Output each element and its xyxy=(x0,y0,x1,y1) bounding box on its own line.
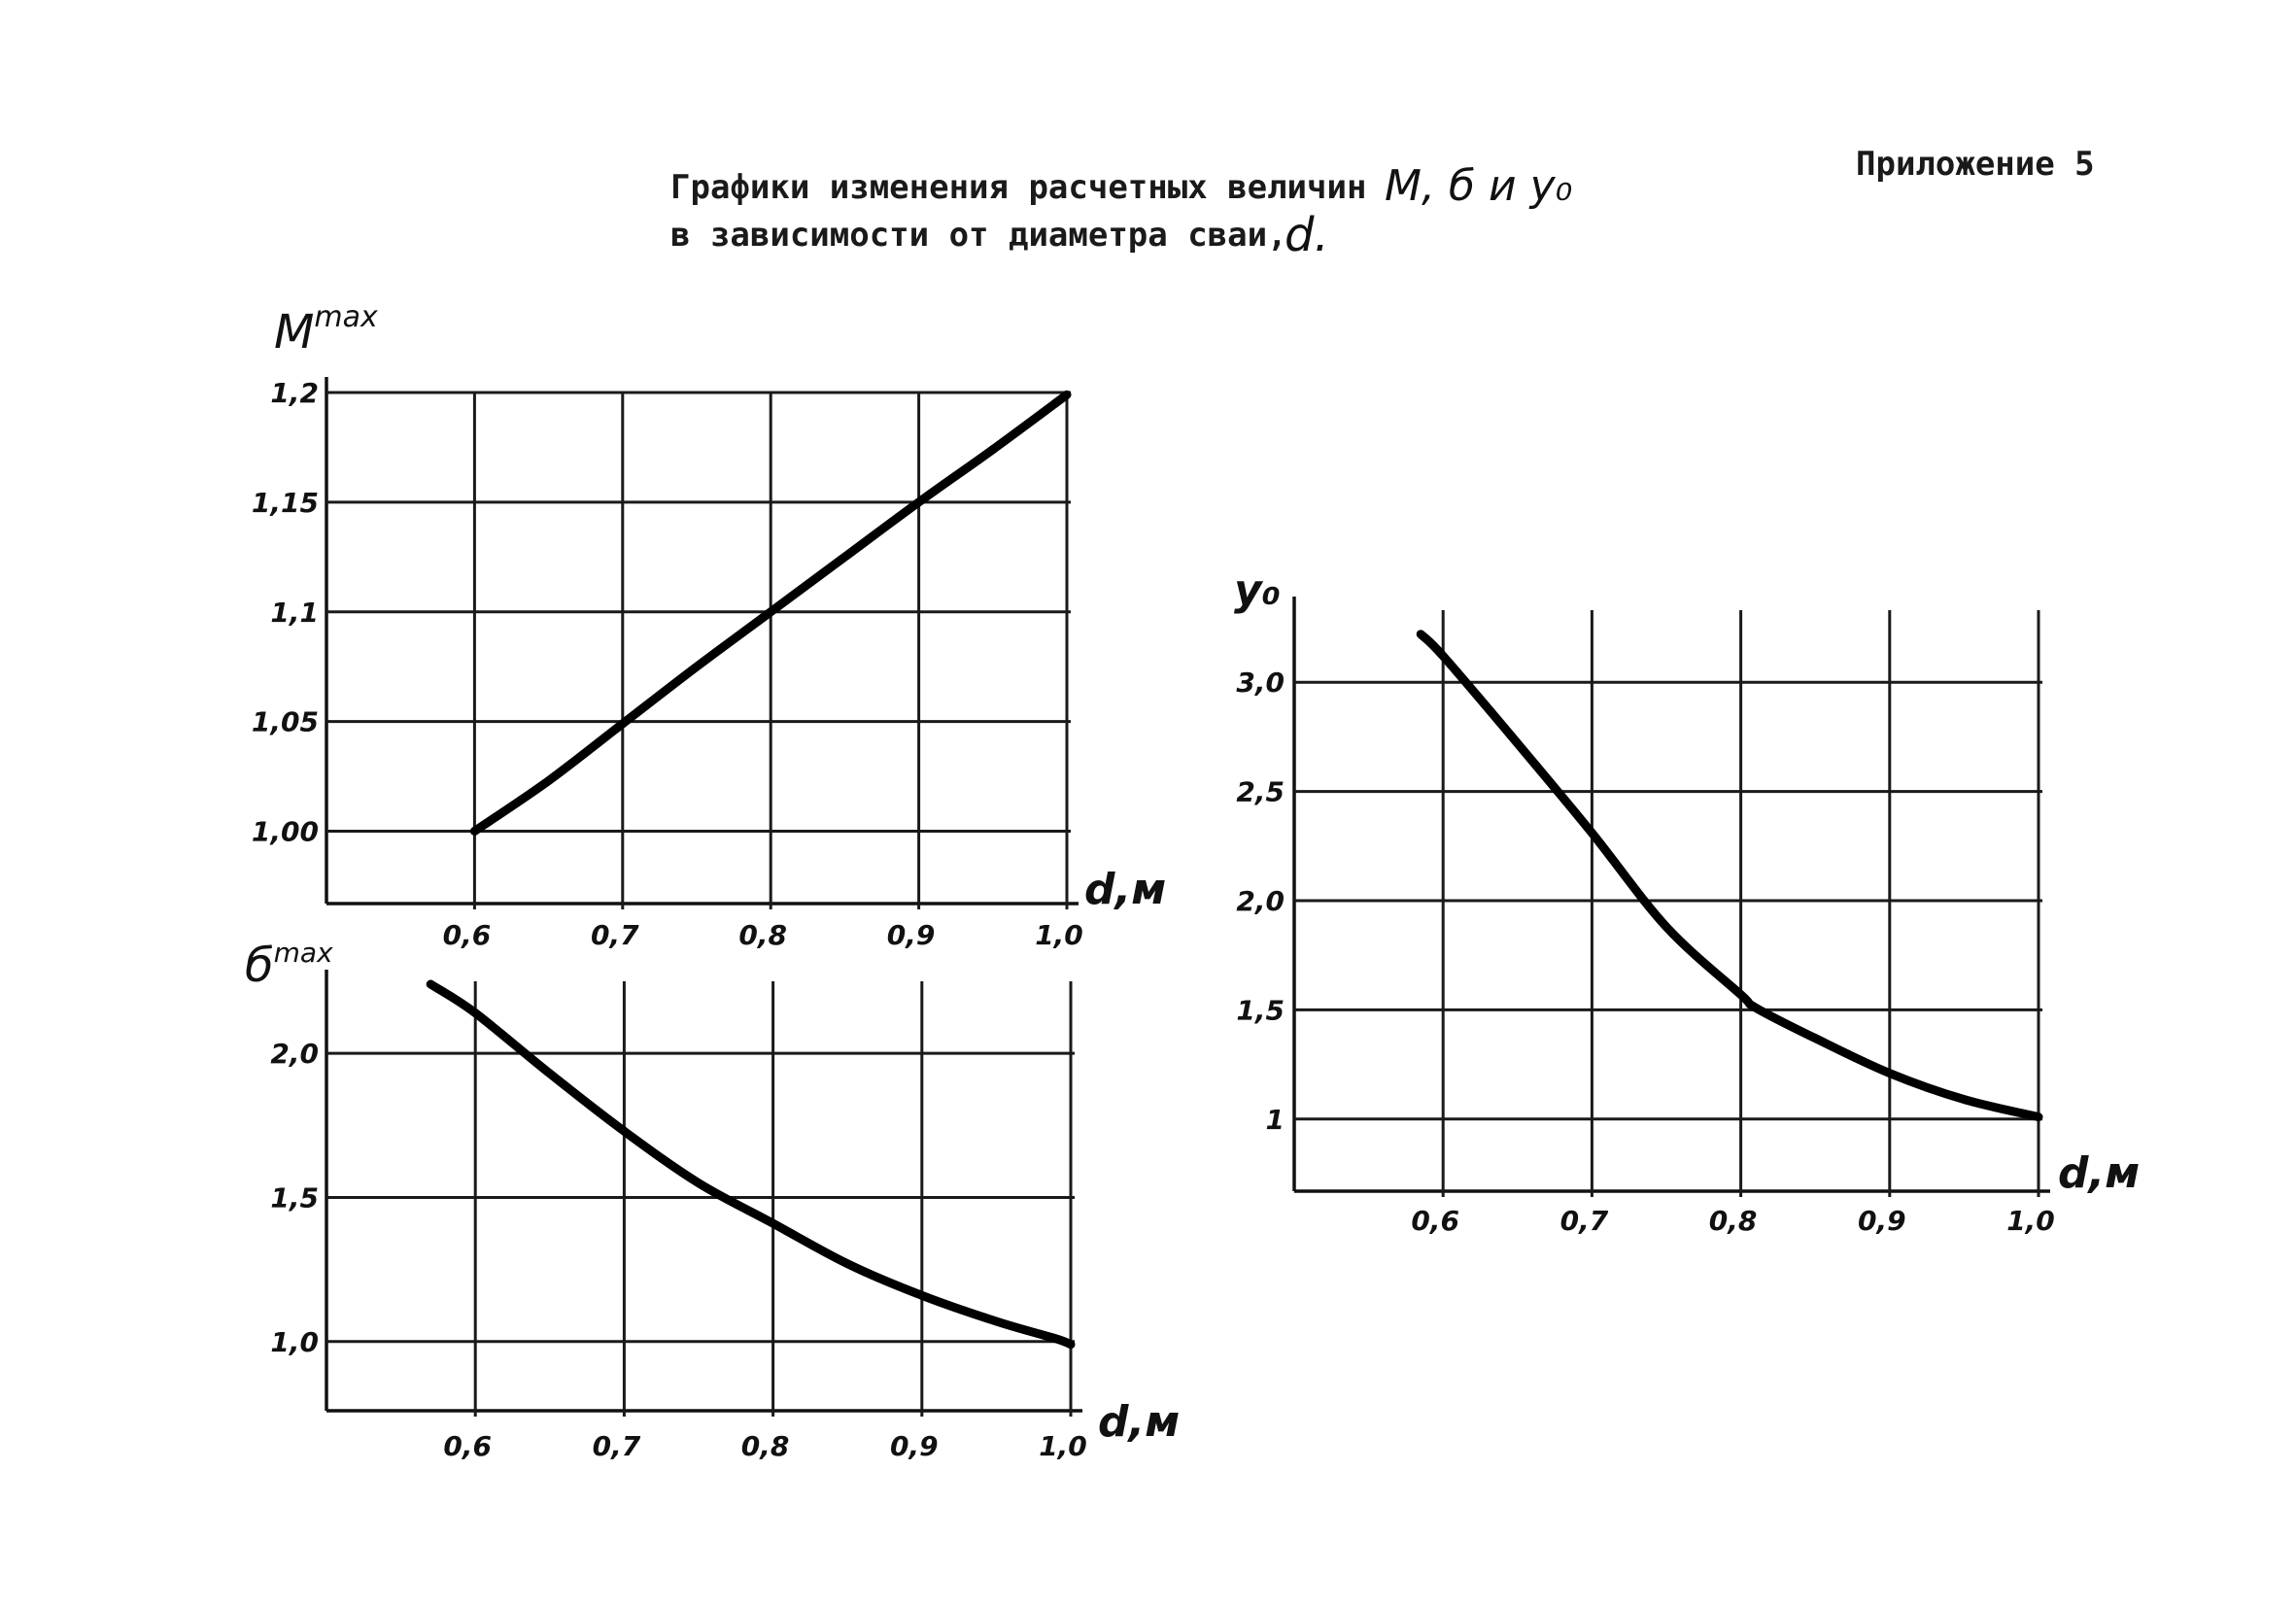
sigma-x-tick-label: 0,7 xyxy=(592,1430,641,1462)
chart-m-ylabel-sup: max xyxy=(314,300,378,334)
sigma-y-tick-label: 1,0 xyxy=(270,1325,319,1358)
appendix-label: Приложение 5 xyxy=(1856,145,2095,184)
m-x-tick-label: 0,9 xyxy=(886,919,936,951)
sigma-x-tick-label: 1,0 xyxy=(1039,1430,1087,1462)
y0-x-tick-label: 0,6 xyxy=(1411,1205,1460,1237)
chart-y0-ylabel: y₀ xyxy=(1234,565,1281,615)
y0-x-tick-label: 1,0 xyxy=(2006,1205,2055,1237)
sigma-series-line xyxy=(430,984,1071,1345)
y0-y-tick-label: 1 xyxy=(1265,1103,1285,1136)
m-x-tick-label: 0,8 xyxy=(738,919,788,951)
m-x-tick-label: 1,0 xyxy=(1035,919,1083,951)
y0-y-tick-label: 2,5 xyxy=(1236,775,1285,808)
m-y-tick-label: 1,2 xyxy=(270,377,319,409)
y0-x-tick-label: 0,8 xyxy=(1708,1205,1758,1237)
chart-y0-xlabel: d,м xyxy=(2058,1148,2141,1198)
y0-y-tick-label: 1,5 xyxy=(1236,994,1285,1027)
title-line-1-symbols: М, б и y₀ xyxy=(1385,161,1573,211)
m-y-tick-label: 1,00 xyxy=(251,815,319,848)
chart-sigma-xlabel: d,м xyxy=(1098,1397,1181,1447)
chart-m-ylabel-main: M xyxy=(274,305,315,359)
chart-sigma-ylabel-main: б xyxy=(245,939,274,993)
chart-m-max xyxy=(252,300,1166,951)
title-line-1: Графики изменения расчетных величин xyxy=(670,168,1367,207)
sigma-y-tick-label: 2,0 xyxy=(270,1038,319,1071)
sigma-x-tick-label: 0,9 xyxy=(889,1430,939,1462)
chart-m-xlabel: d,м xyxy=(1084,865,1167,914)
m-y-tick-label: 1,1 xyxy=(270,596,319,629)
y0-x-tick-label: 0,7 xyxy=(1559,1205,1609,1237)
y0-y-tick-label: 3,0 xyxy=(1236,667,1285,700)
m-x-tick-label: 0,6 xyxy=(442,919,492,951)
y0-y-tick-label: 2,0 xyxy=(1236,885,1285,917)
chart-m-ylabel xyxy=(274,300,378,359)
y0-x-tick-label: 0,9 xyxy=(1857,1205,1906,1237)
title-line-2-symbol: d. xyxy=(1285,208,1329,262)
m-x-tick-label: 0,7 xyxy=(590,919,639,951)
chart-sigma-ylabel xyxy=(245,937,333,993)
title-line-2: в зависимости от диаметра сваи, xyxy=(670,216,1287,255)
chart-sigma-ylabel-sup: max xyxy=(273,937,333,969)
sigma-x-tick-label: 0,6 xyxy=(443,1430,493,1462)
m-y-tick-label: 1,15 xyxy=(251,486,319,519)
sigma-x-tick-label: 0,8 xyxy=(740,1430,790,1462)
chart-y0 xyxy=(1234,565,2140,1237)
m-y-tick-label: 1,05 xyxy=(251,705,319,738)
sigma-y-tick-label: 1,5 xyxy=(270,1181,319,1214)
chart-sigma-max xyxy=(245,937,1180,1462)
y0-series-line xyxy=(1421,634,2039,1117)
